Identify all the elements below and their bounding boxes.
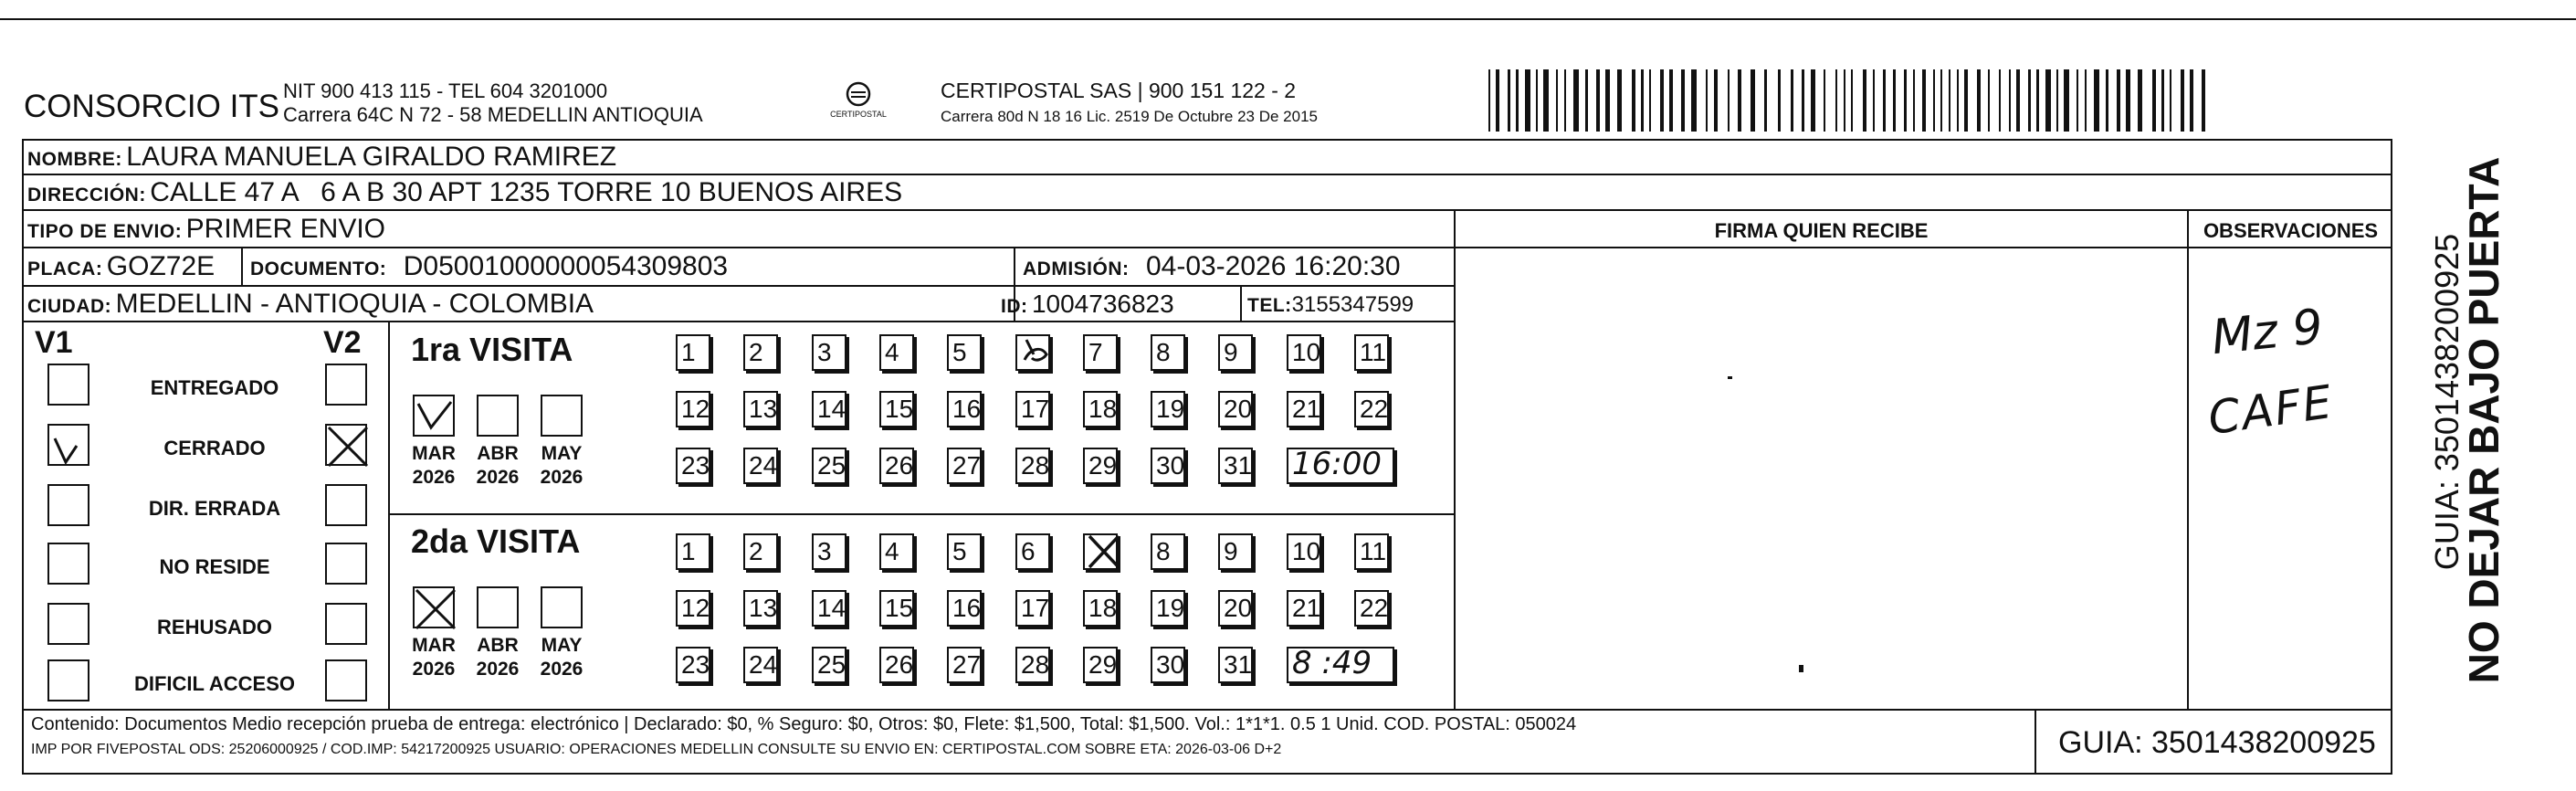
day-checkbox[interactable]: 4 — [879, 533, 914, 570]
v1-checkbox[interactable] — [47, 543, 89, 585]
day-checkbox[interactable]: 9 — [1218, 533, 1253, 570]
day-checkbox[interactable]: 23 — [676, 647, 710, 683]
status-label: DIR. ERRADA — [148, 497, 281, 520]
tel-row — [1247, 292, 1414, 318]
barcode-bar — [2094, 69, 2099, 132]
barcode-bar — [2152, 69, 2156, 132]
day-checkbox[interactable]: 8 — [1151, 334, 1185, 371]
observaciones-header: OBSERVACIONES — [2203, 219, 2379, 242]
barcode-bar — [1706, 69, 1708, 132]
v2-checkbox[interactable] — [325, 659, 367, 701]
day-checkbox[interactable]: 29 — [1083, 448, 1118, 484]
day-checkbox[interactable]: 9 — [1218, 334, 1253, 371]
barcode-bar — [1824, 69, 1825, 132]
certipostal-logo — [826, 79, 890, 124]
admision-label: ADMISIÓN: — [1023, 258, 1130, 279]
tipo-label: TIPO DE ENVIO: — [27, 221, 183, 242]
firma-header: FIRMA QUIEN RECIBE — [1714, 219, 1929, 242]
footer-guia: GUIA: 3501438200925 — [2058, 725, 2376, 760]
barcode — [1488, 69, 2219, 132]
barcode-bar — [2036, 69, 2039, 132]
day-checkbox[interactable]: 26 — [879, 448, 914, 484]
day-checkbox[interactable]: 22 — [1354, 391, 1389, 427]
barcode-bar — [2028, 69, 2031, 132]
placa-row — [27, 251, 215, 282]
day-checkbox[interactable]: 17 — [1015, 391, 1050, 427]
visit-time: 8 :49 — [1292, 645, 1372, 681]
placa-label: PLACA: — [27, 258, 103, 279]
day-checkbox[interactable]: 24 — [743, 647, 778, 683]
barcode-bar — [2077, 69, 2078, 132]
row-line — [22, 174, 2392, 175]
day-checkbox[interactable]: 23 — [676, 448, 710, 484]
tel-label: TEL: — [1247, 295, 1292, 316]
day-checkbox[interactable]: 24 — [743, 448, 778, 484]
observaciones-line-1: Mz 9 — [2209, 299, 2326, 366]
barcode-bar — [1605, 69, 1610, 132]
barcode-bar — [1988, 69, 1990, 132]
month-checkbox[interactable] — [413, 395, 455, 437]
nombre-label: NOMBRE: — [27, 149, 122, 170]
v1-checkbox[interactable] — [47, 659, 89, 701]
tipo-row — [27, 214, 385, 245]
month-label: MAR — [412, 635, 456, 656]
month-year: 2026 — [476, 659, 520, 680]
barcode-bar — [2126, 69, 2130, 132]
row-line — [22, 247, 1456, 248]
month-label: ABR — [477, 635, 519, 656]
day-checkbox[interactable]: 3 — [812, 533, 846, 570]
barcode-bar — [1863, 69, 1866, 132]
status-label: REHUSADO — [157, 616, 272, 638]
day-checkbox[interactable]: 16 — [947, 391, 982, 427]
day-checkbox[interactable]: 20 — [1218, 391, 1253, 427]
month-checkbox[interactable] — [413, 586, 455, 628]
barcode-bar — [1811, 69, 1815, 132]
barcode-bar — [2064, 69, 2069, 132]
company-name: CONSORCIO ITS — [24, 89, 280, 124]
day-checkbox[interactable]: 3 — [812, 334, 846, 371]
col-line — [1454, 209, 1456, 709]
day-checkbox[interactable]: 25 — [812, 448, 846, 484]
barcode-bar — [2009, 69, 2011, 132]
x-mark-icon — [327, 426, 369, 468]
company-address: Carrera 64C N 72 - 58 MEDELLIN ANTIOQUIA — [283, 103, 703, 126]
barcode-bar — [1525, 69, 1530, 132]
barcode-bar — [1617, 69, 1622, 132]
col-line — [1240, 285, 1242, 322]
col-line — [2187, 209, 2189, 709]
barcode-bar — [1543, 69, 1549, 132]
barcode-bar — [1585, 69, 1588, 132]
barcode-bar — [1778, 69, 1781, 132]
barcode-bar — [1764, 69, 1767, 132]
day-checkbox[interactable]: 2 — [743, 533, 778, 570]
barcode-bar — [1564, 69, 1566, 132]
barcode-bar — [1893, 69, 1896, 132]
first-visit-title: 1ra VISITA — [411, 331, 573, 368]
barcode-bar — [2045, 69, 2051, 132]
day-checkbox[interactable]: 15 — [879, 391, 914, 427]
v1-checkbox[interactable] — [47, 603, 89, 645]
signature-area — [1457, 248, 2185, 707]
day-checkbox[interactable] — [1083, 533, 1118, 570]
day-checkbox[interactable]: 18 — [1083, 391, 1118, 427]
month-checkbox[interactable] — [477, 586, 519, 628]
month-label: MAR — [412, 443, 456, 464]
barcode-bar — [2202, 69, 2205, 132]
direccion-label: DIRECCIÓN: — [27, 185, 146, 206]
barcode-bar — [2181, 69, 2184, 132]
v2-checkbox[interactable] — [325, 603, 367, 645]
second-visit-title: 2da VISITA — [411, 522, 581, 560]
day-checkbox[interactable]: 10 — [1287, 533, 1321, 570]
day-checkbox[interactable]: 22 — [1354, 590, 1389, 627]
ciudad-label: CIUDAD: — [27, 296, 112, 317]
barcode-bar — [1802, 69, 1804, 132]
v2-checkbox[interactable] — [325, 484, 367, 526]
day-checkbox[interactable]: 28 — [1015, 448, 1050, 484]
admision-value: 04-03-2026 16:20:30 — [1145, 251, 1401, 281]
barcode-bar — [1940, 69, 1942, 132]
month-label: MAY — [541, 443, 583, 464]
v2-checkbox[interactable] — [325, 364, 367, 406]
id-row — [1001, 290, 1174, 319]
row-line — [22, 209, 2392, 211]
barcode-bar — [1728, 69, 1730, 132]
month-checkbox[interactable] — [477, 395, 519, 437]
barcode-bar — [2161, 69, 2164, 132]
day-checkbox[interactable]: 14 — [812, 391, 846, 427]
day-checkbox[interactable]: 13 — [743, 391, 778, 427]
day-checkbox[interactable]: 25 — [812, 647, 846, 683]
day-checkbox[interactable]: 15 — [879, 590, 914, 627]
status-label: DIFICIL ACCESO — [133, 672, 295, 695]
v1-checkbox[interactable] — [47, 484, 89, 526]
day-checkbox[interactable]: 27 — [947, 647, 982, 683]
documento-row — [250, 251, 728, 282]
barcode-bar — [2117, 69, 2120, 132]
day-checkbox[interactable]: 28 — [1015, 647, 1050, 683]
barcode-bar — [1851, 69, 1853, 132]
day-checkbox[interactable]: 13 — [743, 590, 778, 627]
id-value: 1004736823 — [1031, 290, 1174, 318]
v2-checkbox[interactable] — [325, 543, 367, 585]
day-checkbox[interactable]: 2 — [743, 334, 778, 371]
visit-time: 16:00 — [1292, 446, 1382, 482]
barcode-bar — [1536, 69, 1538, 132]
direccion-row — [27, 177, 902, 208]
barcode-bar — [1691, 69, 1697, 132]
barcode-bar — [1949, 69, 1950, 132]
month-year: 2026 — [412, 467, 456, 488]
col-line — [241, 247, 243, 285]
side-guia: GUIA: 3501438200925 — [2428, 233, 2466, 571]
documento-value: D05001000000054309803 — [403, 251, 729, 281]
status-label: CERRADO — [163, 437, 266, 459]
day-checkbox[interactable]: 8 — [1151, 533, 1185, 570]
day-checkbox[interactable]: 31 — [1218, 448, 1253, 484]
barcode-bar — [1573, 69, 1579, 132]
day-checkbox[interactable]: 16 — [947, 590, 982, 627]
side-warning: NO DEJAR BAJO PUERTA — [2460, 156, 2508, 684]
barcode-bar — [1922, 69, 1926, 132]
barcode-bar — [1660, 69, 1664, 132]
day-checkbox[interactable]: 17 — [1015, 590, 1050, 627]
id-label: ID: — [1001, 296, 1028, 317]
day-checkbox[interactable]: 30 — [1151, 647, 1185, 683]
observaciones-line-2: CAFE — [2204, 374, 2337, 446]
nombre-row — [27, 142, 616, 173]
barcode-bar — [2138, 69, 2142, 132]
documento-label: DOCUMENTO: — [250, 258, 387, 279]
day-checkbox[interactable]: 4 — [879, 334, 914, 371]
month-label: ABR — [477, 443, 519, 464]
barcode-bar — [2170, 69, 2171, 132]
barcode-bar — [1496, 69, 1499, 132]
barcode-bar — [2190, 69, 2193, 132]
col-line — [2035, 709, 2036, 775]
handwritten-mark-icon — [1021, 336, 1052, 369]
day-checkbox[interactable]: 30 — [1151, 448, 1185, 484]
day-checkbox[interactable]: 31 — [1218, 647, 1253, 683]
day-checkbox[interactable]: 20 — [1218, 590, 1253, 627]
day-checkbox[interactable]: 10 — [1287, 334, 1321, 371]
barcode-bar — [1933, 69, 1935, 132]
day-checkbox[interactable]: 19 — [1151, 590, 1185, 627]
check-mark-icon — [49, 426, 91, 468]
col-line — [388, 322, 390, 709]
day-checkbox[interactable] — [1015, 334, 1050, 371]
barcode-bar — [2106, 69, 2108, 132]
v1-checkbox[interactable] — [47, 424, 89, 466]
day-checkbox[interactable]: 14 — [812, 590, 846, 627]
barcode-bar — [1714, 69, 1718, 132]
barcode-bar — [2056, 69, 2058, 132]
day-checkbox[interactable]: 5 — [947, 334, 982, 371]
x-mark-icon — [415, 588, 457, 630]
v1-checkbox[interactable] — [47, 364, 89, 406]
day-checkbox[interactable]: 26 — [879, 647, 914, 683]
day-checkbox[interactable]: 12 — [676, 590, 710, 627]
barcode-bar — [1977, 69, 1981, 132]
barcode-bar — [1632, 69, 1635, 132]
barcode-bar — [1904, 69, 1907, 132]
day-checkbox[interactable]: 7 — [1083, 334, 1118, 371]
barcode-bar — [1957, 69, 1959, 132]
day-checkbox[interactable]: 11 — [1354, 533, 1389, 570]
barcode-bar — [1873, 69, 1875, 132]
top-rule — [0, 18, 2576, 20]
ciudad-row — [27, 289, 594, 320]
month-year: 2026 — [476, 467, 520, 488]
day-checkbox[interactable]: 21 — [1287, 391, 1321, 427]
barcode-bar — [1999, 69, 2001, 132]
day-checkbox[interactable]: 1 — [676, 334, 710, 371]
v2-checkbox[interactable] — [325, 424, 367, 466]
barcode-bar — [1596, 69, 1600, 132]
carrier-address: Carrera 80d N 18 16 Lic. 2519 De Octubre 23 De 2015 — [941, 108, 1318, 125]
day-checkbox[interactable]: 18 — [1083, 590, 1118, 627]
day-checkbox[interactable]: 6 — [1015, 533, 1050, 570]
visit-time-box[interactable] — [1287, 448, 1394, 484]
barcode-bar — [1488, 69, 1490, 132]
visit-time-box[interactable] — [1287, 647, 1394, 683]
barcode-bar — [1913, 69, 1915, 132]
ciudad-value: MEDELLIN - ANTIOQUIA - COLOMBIA — [115, 289, 594, 319]
company-nit: NIT 900 413 115 - TEL 604 3201000 — [283, 79, 608, 102]
footer-imp: IMP POR FIVEPOSTAL ODS: 25206000925 / COD.IMP: 54217200925 USUARIO: OPERACIONES MEDELLIN CONSULTE SU ENVIO EN: CERTIPOSTAL.COM SOBRE ETA: 2026-03-06 D+2 — [31, 742, 1282, 757]
footer-contenido: Contenido: Documentos Medio recepción prueba de entrega: electrónico | Declarado: $0, % Seguro: $0, Otros: $0, Flete: $1,500, Total: $1,500. Vol.: 1*1*1. 0.5 1 Unid. COD. POSTAL: 050024 — [31, 714, 1577, 734]
day-checkbox[interactable]: 19 — [1151, 391, 1185, 427]
day-checkbox[interactable]: 1 — [676, 533, 710, 570]
month-label: MAY — [541, 635, 583, 656]
barcode-bar — [1516, 69, 1519, 132]
barcode-bar — [1681, 69, 1685, 132]
month-year: 2026 — [412, 659, 456, 680]
barcode-bar — [2016, 69, 2020, 132]
status-label: ENTREGADO — [150, 376, 279, 399]
barcode-bar — [2085, 69, 2087, 132]
tipo-value: PRIMER ENVIO — [185, 214, 386, 244]
row-line — [22, 709, 2392, 711]
barcode-bar — [1508, 69, 1510, 132]
check-mark-icon — [415, 396, 457, 438]
tel-value: 3155347599 — [1291, 292, 1414, 317]
month-checkbox[interactable] — [541, 395, 583, 437]
status-label: NO RESIDE — [159, 555, 270, 578]
month-year: 2026 — [540, 467, 584, 488]
day-checkbox[interactable]: 5 — [947, 533, 982, 570]
barcode-bar — [1751, 69, 1755, 132]
barcode-bar — [1844, 69, 1845, 132]
barcode-bar — [1883, 69, 1886, 132]
col-line — [388, 513, 1454, 515]
barcode-bar — [1556, 69, 1558, 132]
day-checkbox[interactable]: 27 — [947, 448, 982, 484]
admision-row — [1023, 251, 1401, 282]
logo-text: CERTIPOSTAL — [830, 110, 887, 119]
month-checkbox[interactable] — [541, 586, 583, 628]
placa-value: GOZ72E — [106, 251, 216, 281]
barcode-bar — [1669, 69, 1673, 132]
v2-label: V2 — [323, 325, 362, 360]
barcode-bar — [1791, 69, 1793, 132]
month-year: 2026 — [540, 659, 584, 680]
day-checkbox[interactable]: 12 — [676, 391, 710, 427]
x-mark-icon — [1088, 535, 1120, 568]
day-checkbox[interactable]: 29 — [1083, 647, 1118, 683]
day-checkbox[interactable]: 21 — [1287, 590, 1321, 627]
v1-label: V1 — [35, 325, 73, 360]
barcode-bar — [1738, 69, 1741, 132]
day-checkbox[interactable]: 11 — [1354, 334, 1389, 371]
carrier-line: CERTIPOSTAL SAS | 900 151 122 - 2 — [941, 79, 1297, 102]
direccion-value: CALLE 47 A 6 A B 30 APT 1235 TORRE 10 BUENOS AIRES — [150, 177, 903, 207]
barcode-bar — [1649, 69, 1651, 132]
barcode-bar — [1835, 69, 1837, 132]
nombre-value: LAURA MANUELA GIRALDO RAMIREZ — [126, 142, 617, 172]
barcode-bar — [1641, 69, 1644, 132]
barcode-bar — [1964, 69, 1968, 132]
